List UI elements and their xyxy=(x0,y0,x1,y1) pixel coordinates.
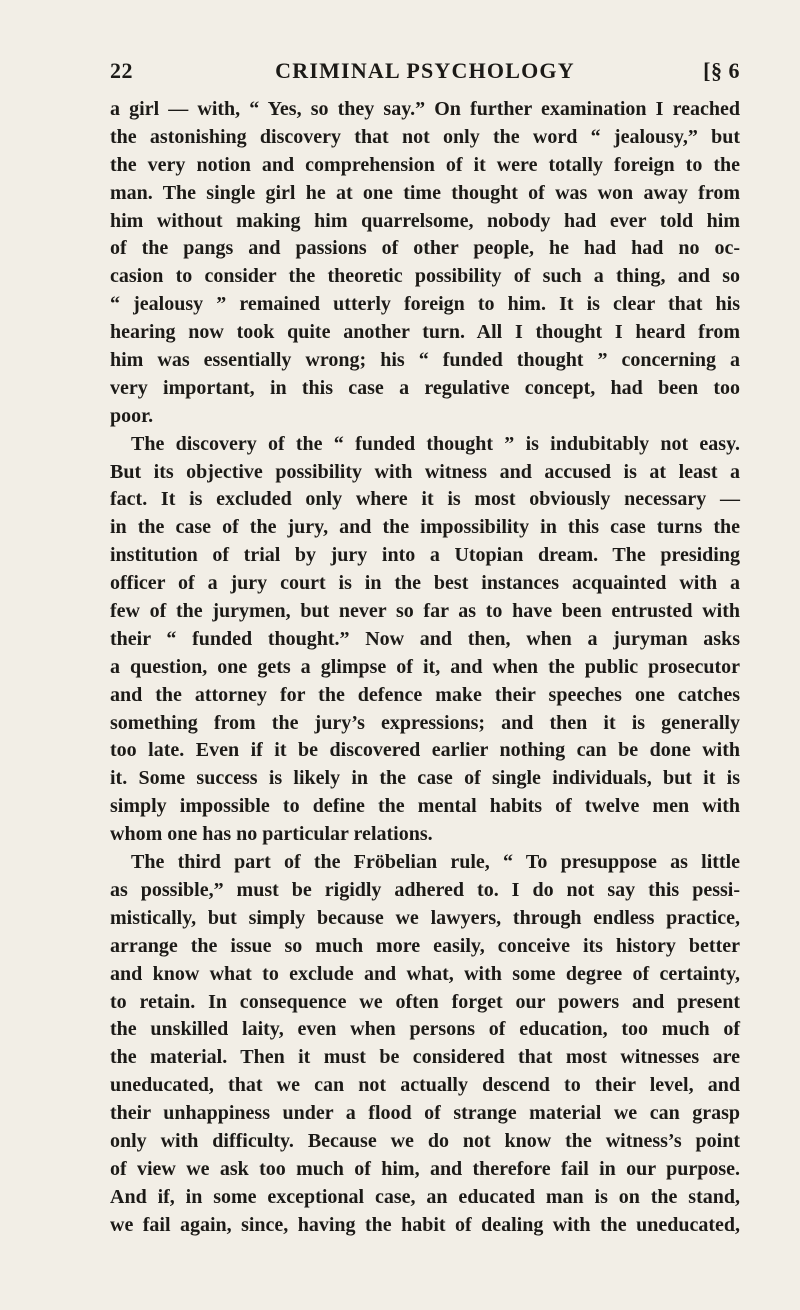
text-line: But its objective possibility with witness and accused is at least a xyxy=(110,460,740,483)
section-mark: [§ 6 xyxy=(703,58,740,83)
text-line: it. Some success is likely in the case of single individuals, but it is xyxy=(110,767,740,790)
text-line: officer of a jury court is in the best instances acquainted with a xyxy=(110,572,740,595)
text-line: the unskilled laity, even when persons of education, too much of xyxy=(110,1018,740,1041)
text-line: poor. xyxy=(110,404,154,427)
text-line: a question, one gets a glimpse of it, and when the public prosecutor xyxy=(110,655,740,678)
text-line: of view we ask too much of him, and therefore fail in our purpose. xyxy=(110,1157,740,1180)
text-line: the astonishing discovery that not only the word “ jealousy,” but xyxy=(110,125,740,148)
text-line: “ jealousy ” remained utterly foreign to him. It is clear that his xyxy=(110,293,740,316)
text-line: and the attorney for the defence make their speeches one catches xyxy=(110,683,740,706)
text-line: the very notion and comprehension of it were totally foreign to the xyxy=(110,153,740,176)
text-line: And if, in some exceptional case, an educated man is on the stand, xyxy=(110,1185,740,1208)
text-line: hearing now took quite another turn. All I thought I heard from xyxy=(110,321,740,344)
text-line: mistically, but simply because we lawyers, through endless practice, xyxy=(110,906,740,929)
text-line: a girl — with, “ Yes, so they say.” On further examination I reached xyxy=(110,98,740,120)
text-line: in the case of the jury, and the impossibility in this case turns the xyxy=(110,516,740,539)
text-line: him without making him quarrelsome, nobody had ever told him xyxy=(110,209,740,232)
text-line: few of the jurymen, but never so far as to have been entrusted with xyxy=(110,600,740,623)
text-line: their “ funded thought.” Now and then, when a juryman asks xyxy=(110,627,740,650)
text-line: of the pangs and passions of other people, he had had no oc- xyxy=(110,237,740,260)
text-line: their unhappiness under a flood of strange material we can grasp xyxy=(110,1102,740,1125)
text-line: and know what to exclude and what, with some degree of certainty, xyxy=(110,962,740,985)
text-line: we fail again, since, having the habit of dealing with the uneducated, xyxy=(110,1213,740,1236)
text-line: uneducated, that we can not actually descend to their level, and xyxy=(110,1074,740,1097)
text-line: very important, in this case a regulative concept, had been too xyxy=(110,376,740,399)
running-head xyxy=(110,58,740,88)
text-line: The third part of the Fröbelian rule, “ To presuppose as little xyxy=(131,851,740,874)
text-line: simply impossible to define the mental habits of twelve men with xyxy=(110,795,740,818)
text-line: whom one has no particular relations. xyxy=(110,823,433,846)
text-line: something from the jury’s expressions; and then it is generally xyxy=(110,711,740,734)
text-line: to retain. In consequence we often forget our powers and present xyxy=(110,990,740,1013)
text-line: the material. Then it must be considered that most witnesses are xyxy=(110,1046,740,1069)
text-line: him was essentially wrong; his “ funded thought ” concerning a xyxy=(110,349,740,372)
body-text xyxy=(110,96,740,1240)
running-title: CRIMINAL PSYCHOLOGY xyxy=(275,58,575,83)
text-line: casion to consider the theoretic possibility of such a thing, and so xyxy=(110,265,740,288)
text-line: as possible,” must be rigidly adhered to. I do not say this pessi- xyxy=(110,878,740,901)
text-line: fact. It is excluded only where it is most obviously necessary — xyxy=(110,488,740,511)
text-line: arrange the issue so much more easily, conceive its history better xyxy=(110,934,740,957)
text-line: only with difficulty. Because we do not know the witness’s point xyxy=(110,1129,740,1152)
page-number: 22 xyxy=(110,58,133,83)
text-line: institution of trial by jury into a Utopian dream. The presiding xyxy=(110,544,740,567)
text-line: The discovery of the “ funded thought ” is indubitably not easy. xyxy=(131,432,740,455)
text-line: too late. Even if it be discovered earlier nothing can be done with xyxy=(110,739,740,762)
text-line: man. The single girl he at one time thought of was won away from xyxy=(110,181,740,204)
